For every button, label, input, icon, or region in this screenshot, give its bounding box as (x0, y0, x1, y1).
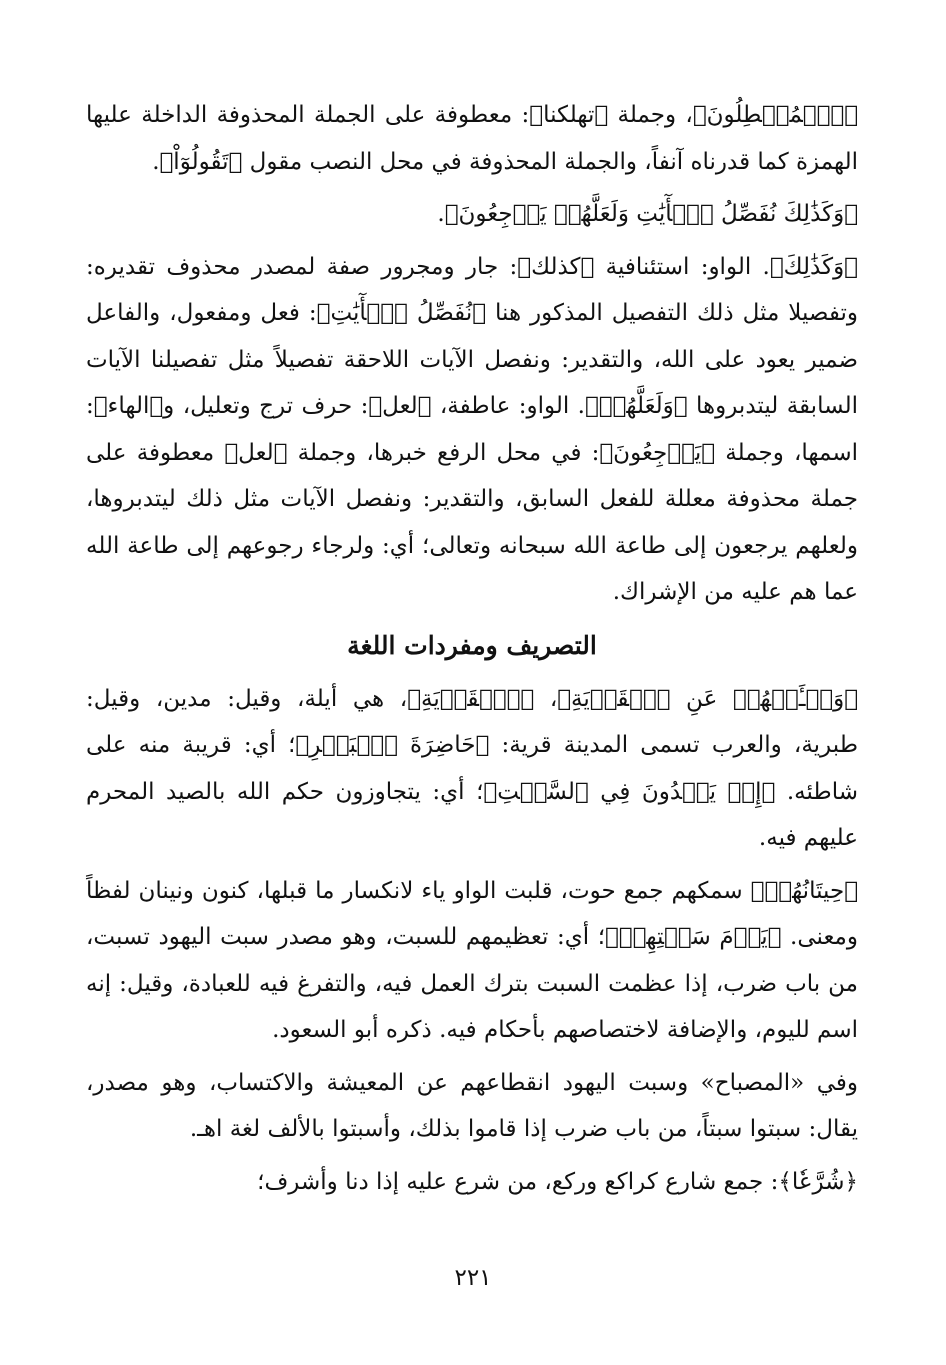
paragraph-7: ﴿شُرَّعٗا﴾: جمع شارع كراكع وركع، من شرع عليه إذا دنا وأشرف؛ (257, 1168, 858, 1195)
page-body (86, 92, 858, 1205)
paragraph-1: ﴿ٱلۡمُبۡطِلُونَ﴾، وجملة ﴿تهلكنا﴾: معطوفة على الجملة المحذوفة الداخلة عليها الهمزة كما قدرناه آنفاً، والجملة المحذوفة في محل النصب مقول ﴿تَقُولُوٓاْ﴾. (86, 102, 858, 175)
verse-line: ﴿وَكَذَٰلِكَ نُفَصِّلُ ٱلۡأٓيَٰتِ وَلَعَلَّهُمۡ يَرۡجِعُونَ﴾. (437, 201, 858, 227)
paragraph-6: وفي «المصباح» وسبت اليهود انقطاعهم عن المعيشة والاكتساب، وهو مصدر، يقال: سبتوا سبتاً، من باب ضرب إذا قاموا بذلك، وأسبتوا بالألف لغة اهـ. (86, 1069, 858, 1142)
section-heading: التصريف ومفردات اللغة (347, 630, 597, 660)
paragraph-3: ﴿وَكَذَٰلِكَ﴾. الواو: استئنافية ﴿كذلك﴾: جار ومجرور صفة لمصدر محذوف تقديره: وتفصيلا مثل ذلك التفصيل المذكور هنا ﴿نُفَصِّلُ ٱلۡأٓيَٰتِ﴾: فعل ومفعول، والفاعل ضمير يعود على الله، والتقدير: ونفصل الآيات اللاحقة تفصيلاً مثل تفصيلنا الآيات السابقة ليتدبروها ﴿وَلَعَلَّهُمۡ﴾. الواو: عاطفة، ﴿لعل﴾: حرف ترج وتعليل، و﴿الهاء﴾: اسمها، وجملة ﴿يَرۡجِعُونَ﴾: في محل الرفع خبرها، وجملة ﴿لعل﴾ معطوفة على جملة محذوفة معللة للفعل السابق، والتقدير: ونفصل الآيات مثل ذلك ليتدبروها، ولعلهم يرجعون إلى طاعة الله سبحانه وتعالى؛ أي: ولرجاء رجوعهم إلى طاعة الله عما هم عليه من الإشراك. (86, 253, 858, 605)
paragraph-5: ﴿حِيتَانُهُمۡ﴾ سمكهم جمع حوت، قلبت الواو ياء لانكسار ما قبلها، كنون ونينان لفظاً ومعنى. ﴿يَوۡمَ سَبۡتِهِمۡ﴾؛ أي: تعظيمهم للسبت، وهو مصدر سبت اليهود تسبت، من باب ضرب، إذا عظمت السبت بترك العمل فيه، والتفرغ فيه للعبادة، وقيل: إنه اسم لليوم، والإضافة لاختصاصهم بأحكام فيه. ذكره أبو السعود. (86, 877, 858, 1043)
page-number: ٢٢١ (454, 1265, 492, 1291)
paragraph-4: ﴿وَسۡـَٔلۡهُمۡ عَنِ ٱلۡقَرۡيَةِ﴾، ﴿ٱلۡقَرۡيَةِ﴾، هي أيلة، وقيل: مدين، وقيل: طبرية، والعرب تسمى المدينة قرية: ﴿حَاضِرَةَ ٱلۡبَحۡرِ﴾؛ أي: قريبة منه على شاطئه. ﴿إِذۡ يَعۡدُونَ فِي ٱلسَّبۡتِ﴾؛ أي: يتجاوزون حكم الله بالصيد المحرم عليهم فيه. (86, 685, 858, 851)
